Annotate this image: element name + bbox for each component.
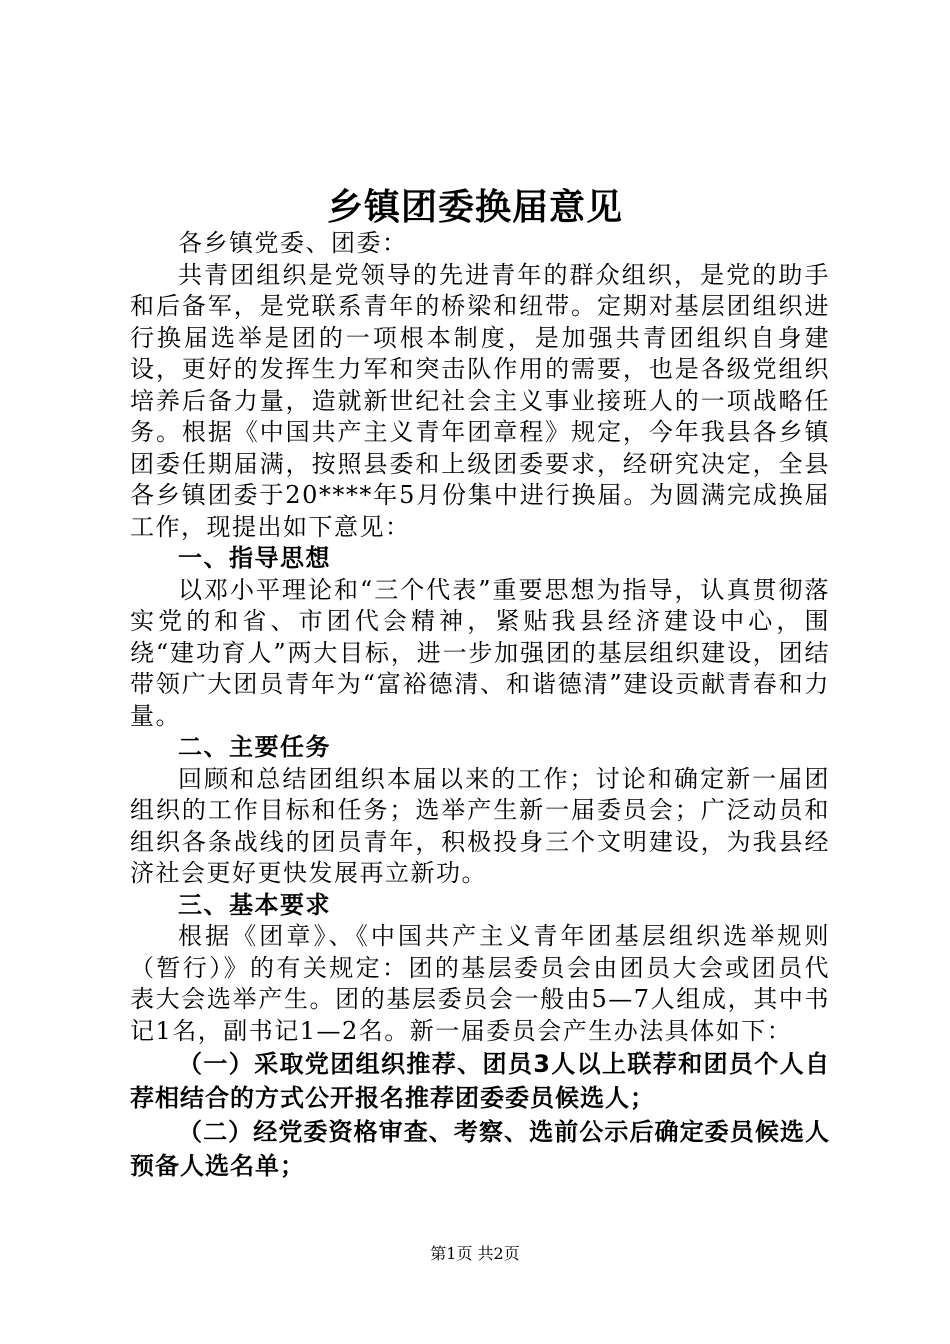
section-text-basic-requirements: 根据《团章》、《中国共产主义青年团基层组织选举规则（暂行）》的有关规定：团的基层委员会由团员大会或团员代表大会选举产生。团的基层委员会一般由5—7人组成，其中书记1名，副书记1—2名。新一届委员会产生办法具体如下：	[130, 922, 830, 1045]
section-heading-guiding-ideology: 一、指导思想	[178, 544, 331, 572]
page-number-footer: 第1页 共2页	[430, 1244, 520, 1263]
section-heading-basic-requirements: 三、基本要求	[178, 890, 331, 919]
salutation: 各乡镇党委、团委：	[178, 229, 408, 257]
section-text-main-tasks: 回顾和总结团组织本届以来的工作；讨论和确定新一届团组织的工作目标和任务；选举产生新一届委员会；广泛动员和组织各条战线的团员青年，积极投身三个文明建设，为我县经济社会更好更快发展再立新功。	[130, 764, 830, 887]
step-item-1: （一）采取党团组织推荐、团员3人以上联荐和团员个人自荐相结合的方式公开报名推荐团委委员候选人；	[130, 1050, 830, 1112]
intro-paragraph: 共青团组织是党领导的先进青年的群众组织，是党的助手和后备军，是党联系青年的桥梁和纽带。定期对基层团组织进行换届选举是团的一项根本制度，是加强共青团组织自身建设，更好的发挥生力军和突击队作用的需要，也是各级党组织培养后备力量，造就新世纪社会主义事业接班人的一项战略任务。根据《中国共产主义青年团章程》规定，今年我县各乡镇团委任期届满，按照县委和上级团委要求，经研究决定，全县各乡镇团委于20****年5月份集中进行换届。为圆满完成换届工作，现提出如下意见：	[130, 260, 830, 541]
section-heading-main-tasks: 二、主要任务	[178, 733, 331, 761]
step-item-2: （二）经党委资格审查、考察、选前公示后确定委员候选人预备人选名单；	[130, 1118, 830, 1180]
document-title: 乡镇团委换届意见	[326, 187, 623, 228]
section-text-guiding-ideology: 以邓小平理论和“三个代表”重要思想为指导，认真贯彻落实党的和省、市团代会精神，紧贴我县经济建设中心，围绕“建功育人”两大目标，进一步加强团的基层组织建设，团结带领广大团员青年为“富裕德清、和谐德清”建设贡献青春和力量。	[130, 575, 830, 730]
document-body	[130, 228, 830, 1183]
